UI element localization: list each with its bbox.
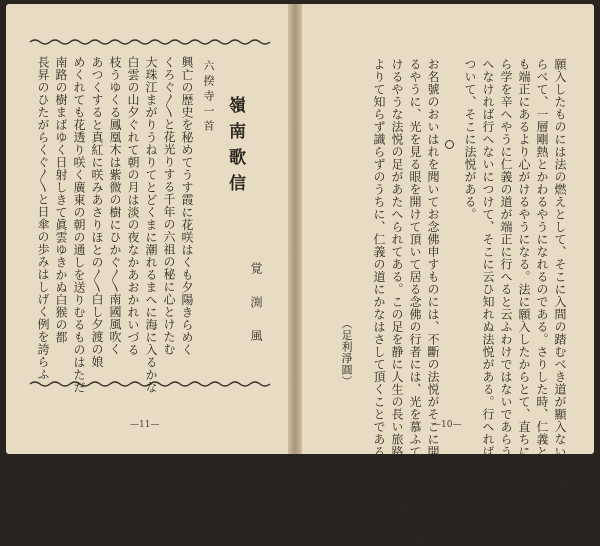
- body-line: るやうに、光を見る眼を開けて頂いて居る念佛の行者には、光を慕ふて不斷の歩をつゞ: [408, 58, 422, 546]
- poem-line: くろぐ〳〵と花光りする千年の六祖の秘に心とけたむ: [162, 56, 176, 356]
- body-line: ら学を辛へやうに仁義の道が端正に行へると云ふわけではないであらうが、行: [499, 58, 513, 496]
- poem-line: 白雲の山夕ぐれて朝の月は淡の夜なかあおかれいづる: [126, 56, 140, 356]
- poem-subtitle: 六揆寺一首: [202, 60, 215, 135]
- body-line: も端正にあるより心がけるやうになる。法に願入したからとて、直ちにその場か: [517, 58, 531, 508]
- body-line: よりて知らず識らずのうちに、仁義の道にかなはさして頂くことである。: [372, 58, 386, 471]
- poem-line: めくれても花透り咲く廣東の朝の通しを送りむるものはただ: [72, 56, 86, 394]
- poem-line: 枝うゆくる鳳凰木は紫微の樹にひかぐ〳〵南國風吹く: [108, 56, 122, 356]
- body-line: らべて、一層剛熱とかわるやうになれるのである。さりした時、仁義と云ふこと: [535, 58, 549, 508]
- poem-line: 南路の樹まばゆく日射しきて眞雲ゆきかぬ白猴の都: [54, 56, 68, 344]
- poem-title: 嶺南歌信: [225, 96, 245, 200]
- poem-line: 興亡の歴史を秘めてうす霞に花咲はくも夕陽きらめく: [180, 56, 194, 356]
- body-line: へなければ行へないにつけて、そこに云ひ知れぬ法悦がある。行へれば行へるに: [481, 58, 495, 508]
- section-break-circle: [445, 140, 454, 149]
- poem-line: あつくすると真紅に咲みあさりほとの〳〵白し夕渡の娘: [90, 56, 104, 368]
- page-number-left: —11—: [130, 420, 160, 430]
- page-number-right: —10—: [432, 420, 462, 430]
- body-line: けるやうな法悦の足があたへられてある。この足を静に人生の長い旅路を、法悦に: [390, 58, 404, 521]
- body-line: ついて、そこに法悦がある。: [463, 58, 477, 221]
- top-wave-border: [30, 38, 270, 46]
- poem-author: 覚 渕 風: [249, 262, 263, 351]
- body-line: お名號のおいはれを聞いてお念佛申すものには、不斷の法悦がそこに開けてく: [426, 58, 440, 496]
- author-signature: （足利淨圓）: [340, 318, 353, 387]
- body-line: 願入したものには法の燃えとして、そこに入間の踏むべき道が顯入ない以前にく: [553, 58, 567, 508]
- poem-line: 大珠江まがりうねりてとどくまに潮れるまへに海に入るかな: [144, 56, 158, 394]
- poem-line: 長昇のひたがらくぐ〳〵と日傘の歩みはしげく例を誇らふ: [36, 56, 50, 381]
- book-gutter: [288, 4, 302, 454]
